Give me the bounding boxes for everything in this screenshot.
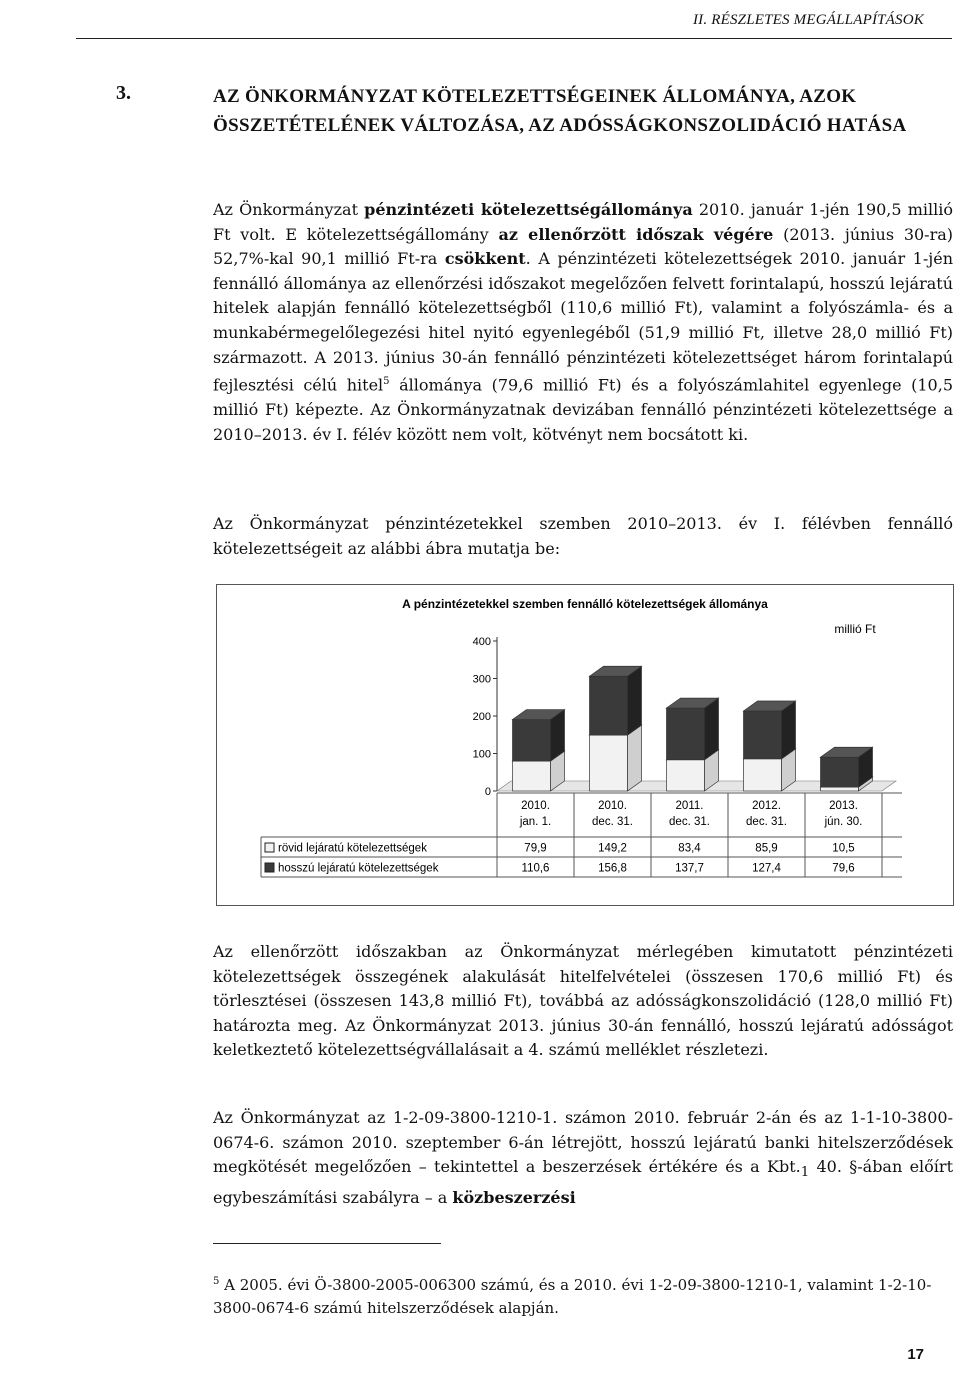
paragraph-3: Az ellenőrzött időszakban az Önkormányzat mérlegében kimutatott pénzintézeti kötelezettségek összegének alakulását hitelfelvételei (összesen 170,6 millió Ft) és törlesztései (összesen 143,8 millió Ft), továbbá az adósságkonszolidáció (128,0 millió Ft) határozta meg. Az Önkormányzat 2013. június 30-án fennálló, hosszú lejáratú adósságot keletkeztető kötelezettségvállalásait a 4. számú melléklet részletezi. xyxy=(213,942,953,1060)
data-label: 156,8 xyxy=(598,862,627,875)
x-category-label: dec. 31. xyxy=(746,816,787,828)
data-label: 127,4 xyxy=(752,862,781,875)
footnote: $^5$ A 2005. évi Ö-3800-2005-006300 számú, és a 2010. évi 1-2-09-3800-1210-1, valamint 1-2-10-3800-0674-6 számú hitelszerződések alapján. xyxy=(213,1276,932,1317)
section-title: AZ ÖNKORMÁNYZAT KÖTELEZETTSÉGEINEK ÁLLOMÁNYA, AZOK ÖSSZETÉTELÉNEK VÁLTOZÁSA, AZ ADÓSSÁGKONSZOLIDÁCIÓ HATÁSA xyxy=(213,86,907,136)
paragraph-1: Az Önkormányzat pénzintézeti kötelezettségállománya 2010. január 1-jén 190,5 millió Ft volt. E kötelezettségállomány az ellenőrzött időszak végére (2013. június 30-ra) 52,7%-kal 90,1 millió Ft-ra csökkent. A pénzintézeti kötelezettségek 2010. január 1-jén fennálló állománya az ellenőrzési időszakot megelőzően felvett forintalapú, hosszú lejáratú hitelek alapján fennálló kötelezettségből (110,6 millió Ft), valamint a folyószámla- és a munkabérmegelőlegezési hitel nyitó egyenlegéből (51,9 millió Ft, illetve 28,0 millió Ft) származott. A 2013. június 30-án fennálló pénzintézeti kötelezettséget három forintalapú fejlesztési célú hitel$^5$ állománya (79,6 millió Ft) és a folyószámlahitel egyenlege (10,5 millió Ft) képezte. Az Önkormányzatnak devizában fennálló pénzintézeti kötelezettsége a 2010–2013. év I. félév között nem volt, kötvényt nem bocsátott ki. xyxy=(213,200,954,444)
y-tick-label: 400 xyxy=(472,636,491,648)
bar-long-term xyxy=(667,708,705,760)
bar-long-term xyxy=(590,676,628,735)
x-category-label: jún. 30. xyxy=(824,816,863,828)
running-header: II. RÉSZLETES MEGÁLLAPÍTÁSOK xyxy=(692,12,924,28)
data-label: 149,2 xyxy=(598,842,627,855)
bar-short-term xyxy=(513,761,551,791)
bar-side xyxy=(705,698,719,760)
x-category-label: 2013. xyxy=(829,800,858,812)
y-tick-label: 200 xyxy=(472,711,491,723)
bar-short-term xyxy=(667,760,705,791)
x-category-label: jan. 1. xyxy=(519,816,552,828)
data-label: 137,7 xyxy=(675,862,704,875)
legend-swatch xyxy=(265,863,274,872)
chart-title: A pénzintézetekkel szemben fennálló kötelezettségek állománya xyxy=(402,597,768,611)
x-category-label: dec. 31. xyxy=(669,816,710,828)
section-number: 3. xyxy=(116,82,131,104)
x-category-label: 2010. xyxy=(521,800,550,812)
footnote-ref: 5 xyxy=(383,376,390,388)
data-label: 110,6 xyxy=(521,862,550,875)
x-category-label: 2010. xyxy=(598,800,627,812)
data-label: 83,4 xyxy=(678,842,701,855)
legend-swatch xyxy=(265,843,274,852)
y-tick-label: 100 xyxy=(472,748,491,761)
paragraph-2: Az Önkormányzat pénzintézetekkel szemben 2010–2013. év I. félévben fennálló kötelezettségeit az alábbi ábra mutatja be: xyxy=(213,514,953,558)
data-label: 79,6 xyxy=(832,862,855,875)
header-rule xyxy=(76,38,952,39)
legend-label: rövid lejáratú kötelezettségek xyxy=(278,842,427,855)
legend-label: hosszú lejáratú kötelezettségek xyxy=(278,862,439,875)
liabilities-chart xyxy=(216,584,954,906)
bar-long-term xyxy=(821,757,859,787)
bar-short-term xyxy=(821,787,859,791)
x-category-label: 2011. xyxy=(675,800,704,812)
page-number: 17 xyxy=(907,1346,924,1363)
y-tick-label: 0 xyxy=(484,786,491,798)
bar-side xyxy=(628,725,642,791)
bar-short-term xyxy=(590,735,628,791)
kbt-subscript: 1 xyxy=(800,1165,810,1181)
bar-long-term xyxy=(744,711,782,759)
chart-unit: millió Ft xyxy=(834,622,876,636)
data-label: 79,9 xyxy=(524,842,547,855)
x-category-label: 2012. xyxy=(752,800,781,812)
footnote-rule xyxy=(213,1243,441,1244)
y-tick-label: 300 xyxy=(472,673,491,686)
paragraph-4: Az Önkormányzat az 1-2-09-3800-1210-1. számon 2010. február 2-án és az 1-1-10-3800-0674-6. számon 2010. szeptember 6-án létrejött, hosszú lejáratú banki hitelszerződések megkötését megelőzően – tekintettel a beszerzések értékére és a $Kbt._1$ 40. §-ában előírt egybeszámítási szabályra – a közbeszerzési xyxy=(213,1108,953,1207)
bar-side xyxy=(628,666,642,735)
data-label: 10,5 xyxy=(832,842,855,855)
bar-long-term xyxy=(513,720,551,761)
chart-svg xyxy=(217,585,953,905)
data-label: 85,9 xyxy=(755,842,778,855)
x-category-label: dec. 31. xyxy=(592,816,633,828)
bar-short-term xyxy=(744,759,782,791)
